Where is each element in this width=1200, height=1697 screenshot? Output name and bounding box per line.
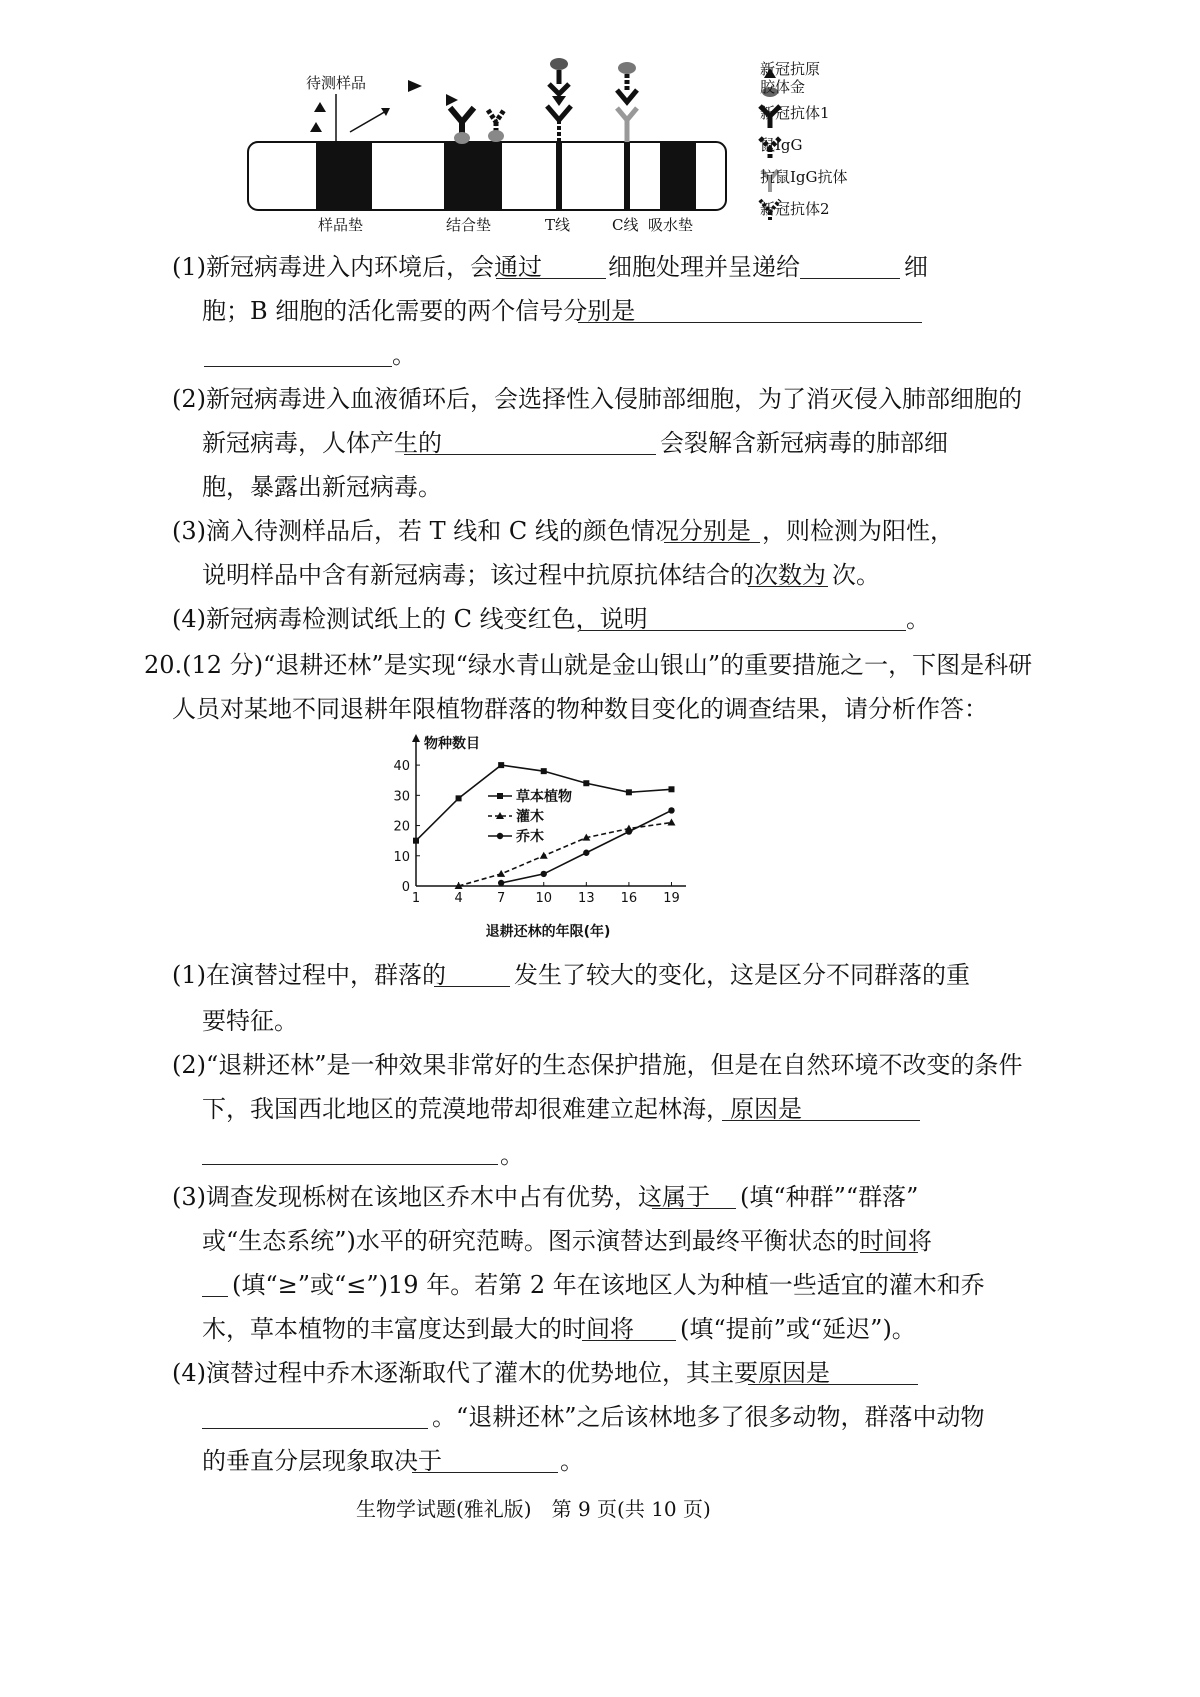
q19-p4-end: 。: [906, 605, 930, 633]
q20-head-a: 20.(12 分)“退耕还林”是实现“绿水青山就是金山银山”的重要措施之一，下图是科研: [144, 651, 1033, 679]
q19-p1-a: (1)新冠病毒进入内环境后，会通过: [172, 253, 542, 281]
series-point-2: [583, 850, 589, 856]
answer-blank: [664, 542, 760, 543]
q19-p4-a: (4)新冠病毒检测试纸上的 C 线变红色，说明: [172, 605, 648, 633]
series-line-1: [459, 823, 672, 886]
series-point-0: [626, 789, 632, 795]
answer-blank: [652, 1208, 736, 1209]
answer-blank: [578, 322, 922, 323]
legend-label: 乔木: [516, 829, 544, 845]
legend-label: 草本植物: [516, 789, 572, 805]
q19-p1-b: 细胞处理并呈递给: [608, 253, 800, 281]
answer-blank: [748, 1384, 918, 1385]
q20-head-b: 人员对某地不同退耕年限植物群落的物种数目变化的调查结果，请分析作答：: [172, 695, 988, 723]
q20-p1-a: (1)在演替过程中，群落的: [172, 961, 446, 989]
q20-p3-e: 木，草本植物的丰富度达到最大的时间将: [202, 1315, 634, 1343]
answer-blank: [860, 1252, 918, 1253]
q20-p3-a: (3)调查发现栎树在该地区乔木中占有优势，这属于: [172, 1183, 710, 1211]
sample-label: 待测样品: [306, 74, 367, 92]
series-point-2: [541, 871, 547, 877]
series-point-0: [583, 780, 589, 786]
series-point-0: [456, 795, 462, 801]
legend-anti-mouse-igg: 抗鼠IgG抗体: [760, 168, 848, 186]
x-tick-label: 7: [497, 891, 506, 906]
x-tick-label: 4: [454, 891, 463, 906]
label-sample-pad: 样品垫: [318, 216, 364, 234]
y-tick-label: 0: [401, 880, 410, 895]
x-tick-label: 1: [411, 891, 421, 906]
q19-p3-d: 次。: [832, 561, 880, 589]
q19-p1-d: 胞；B 细胞的活化需要的两个信号分别是: [202, 297, 636, 325]
legend-marker: [497, 793, 503, 799]
q20-p4-a: (4)演替过程中乔木逐渐取代了灌木的优势地位，其主要原因是: [172, 1359, 830, 1387]
species-line-chart: [380, 730, 720, 950]
q19-p3-a: (3)滴入待测样品后，若 T 线和 C 线的颜色情况分别是: [172, 517, 751, 545]
q20-p2-b: 下，我国西北地区的荒漠地带却很难建立起林海，原因是: [202, 1095, 802, 1123]
answer-blank: [202, 1428, 428, 1429]
legend-colloidal-gold: 胶体金: [760, 78, 806, 96]
answer-blank: [722, 1120, 920, 1121]
series-point-1: [667, 819, 675, 826]
answer-blank: [202, 1164, 498, 1165]
x-tick-label: 13: [578, 891, 595, 906]
series-point-0: [498, 762, 504, 768]
q19-p3-c: 说明样品中含有新冠病毒；该过程中抗原抗体结合的次数为: [202, 561, 826, 589]
answer-blank: [202, 1296, 228, 1297]
species-chart: [380, 730, 720, 950]
x-tick-label: 10: [535, 891, 553, 906]
label-absorbent-pad: 吸水垫: [648, 216, 694, 234]
q19-p2-c: 会裂解含新冠病毒的肺部细: [660, 429, 948, 457]
q19-p2-d: 胞，暴露出新冠病毒。: [202, 473, 442, 501]
y-tick-label: 20: [393, 819, 410, 835]
answer-blank: [204, 366, 392, 367]
legend-marker: [497, 833, 503, 839]
q20-p1-c: 要特征。: [202, 1007, 298, 1035]
q20-p3-f: (填“提前”或“延迟”)。: [680, 1315, 916, 1343]
series-point-2: [626, 828, 632, 834]
legend-antigen: 新冠抗原: [760, 60, 821, 78]
q19-p1-end: 。: [392, 341, 416, 369]
label-c-line: C线: [612, 216, 639, 234]
page-footer: 生物学试题(雅礼版) 第 9 页(共 10 页): [356, 1497, 711, 1521]
y-axis-arrow: [412, 734, 420, 742]
answer-blank: [496, 278, 606, 279]
q20-p4-end: 。: [560, 1447, 584, 1475]
answer-blank: [412, 1472, 558, 1473]
answer-blank: [800, 278, 900, 279]
series-point-0: [413, 838, 419, 844]
x-tick-label: 19: [663, 891, 680, 906]
q20-p1-b: 发生了较大的变化，这是区分不同群落的重: [514, 961, 970, 989]
answer-blank: [748, 586, 828, 587]
legend-mouse-igg: 鼠IgG: [760, 136, 803, 154]
answer-blank: [404, 454, 656, 455]
y-tick-label: 30: [393, 789, 410, 805]
q19-p3-b: ，则检测为阳性，: [762, 517, 954, 545]
q20-p3-b: (填“种群”“群落”: [740, 1183, 919, 1211]
series-point-2: [498, 880, 504, 886]
q20-p4-b: 。“退耕还林”之后该林地多了很多动物，群落中动物: [432, 1403, 985, 1431]
x-tick-label: 16: [620, 891, 638, 906]
answer-blank: [582, 1340, 676, 1341]
q20-p2-end: 。: [500, 1141, 524, 1169]
series-point-2: [668, 807, 674, 813]
legend-antibody-2: 新冠抗体2: [760, 200, 830, 218]
series-point-1: [497, 870, 505, 877]
q19-p1-c: 细: [904, 253, 928, 281]
answer-blank: [434, 986, 510, 987]
q20-p4-c: 的垂直分层现象取决于: [202, 1447, 442, 1475]
legend-label: 灌木: [516, 809, 544, 825]
legend-antibody-1: 新冠抗体1: [760, 104, 830, 122]
series-point-0: [668, 786, 674, 792]
q20-p3-c: 或“生态系统”)水平的研究范畴。图示演替达到最终平衡状态的时间将: [202, 1227, 932, 1255]
y-axis-label: 物种数目: [424, 736, 480, 752]
label-conjugate-pad: 结合垫: [446, 216, 492, 234]
y-tick-label: 10: [393, 849, 410, 865]
q20-p3-d: (填“≥”或“≤”)19 年。若第 2 年在该地区人为种植一些适宜的灌木和乔: [232, 1271, 985, 1299]
test-strip-figure: [240, 50, 880, 250]
series-point-1: [540, 852, 548, 859]
q20-p2-a: (2)“退耕还林”是一种效果非常好的生态保护措施，但是在自然环境不改变的条件: [172, 1051, 1023, 1079]
q19-p2-b: 新冠病毒，人体产生的: [202, 429, 442, 457]
label-t-line: T线: [545, 216, 571, 234]
answer-blank: [580, 630, 906, 631]
q19-p2-a: (2)新冠病毒进入血液循环后，会选择性入侵肺部细胞，为了消灭侵入肺部细胞的: [172, 385, 1022, 413]
y-tick-label: 40: [393, 759, 410, 775]
series-point-0: [541, 768, 547, 774]
x-axis-label: 退耕还林的年限(年): [485, 924, 611, 940]
